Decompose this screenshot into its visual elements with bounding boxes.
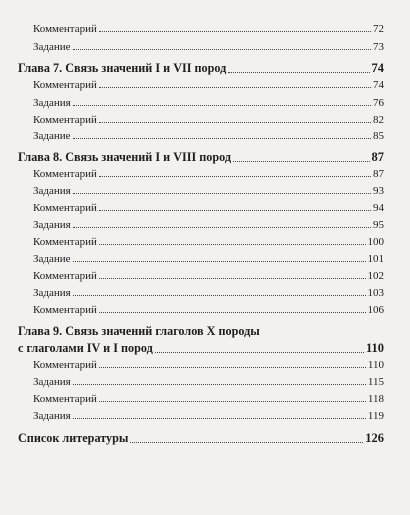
toc-entry	[33, 202, 384, 214]
toc-entry-title: Задания	[33, 219, 71, 231]
dot-leader	[233, 161, 369, 162]
toc-entry-title: Комментарий	[33, 270, 97, 282]
toc-entry	[33, 359, 384, 371]
toc-entry	[33, 130, 384, 142]
toc-entry-page: 72	[373, 23, 384, 35]
toc-entry	[33, 376, 384, 388]
toc-entry-title: Комментарий	[33, 168, 97, 180]
dot-leader	[73, 193, 371, 194]
toc-entry-page: 82	[373, 114, 384, 126]
toc-entry-title: Задания	[33, 97, 71, 109]
dot-leader	[73, 227, 371, 228]
dot-leader	[99, 244, 366, 245]
toc-entry-title: Комментарий	[33, 79, 97, 91]
toc-entry-page: 95	[373, 219, 384, 231]
dot-leader	[99, 312, 366, 313]
dot-leader	[130, 442, 363, 443]
toc-chapter-title: Глава 8. Связь значений I и VIII пород	[18, 150, 232, 164]
toc-entry-title: Задание	[33, 130, 71, 142]
toc-entry	[33, 287, 384, 299]
toc-entry-title: Комментарий	[33, 202, 97, 214]
toc-entry	[33, 219, 384, 231]
toc-chapter	[18, 61, 384, 76]
toc-entry-page: 85	[373, 130, 384, 142]
toc-entry-page: 87	[373, 168, 384, 180]
toc-entry-page: 119	[367, 410, 384, 422]
toc-chapter-page: 87	[371, 150, 384, 164]
toc-chapter-page: 110	[365, 341, 384, 355]
toc-chapter-title: Глава 7. Связь значений I и VII пород	[18, 61, 227, 75]
toc-entry-page: 74	[373, 79, 384, 91]
toc-entry-title: Комментарий	[33, 23, 97, 35]
dot-leader	[73, 49, 371, 50]
toc-chapter	[18, 150, 384, 165]
dot-leader	[73, 384, 366, 385]
toc-chapter-page: 74	[371, 61, 384, 75]
toc-entry-page: 102	[367, 270, 384, 282]
toc-chapter	[18, 431, 384, 446]
toc-entry-page: 115	[367, 376, 384, 388]
toc-entry-page: 94	[373, 202, 384, 214]
dot-leader	[99, 122, 371, 123]
toc-entry-page: 106	[367, 304, 384, 316]
toc-entry	[33, 114, 384, 126]
toc-entry-title: Задание	[33, 253, 71, 265]
toc-entry-page: 100	[367, 236, 384, 248]
dot-leader	[73, 261, 366, 262]
dot-leader	[99, 87, 371, 88]
dot-leader	[99, 367, 366, 368]
toc-entry-page: 93	[373, 185, 384, 197]
toc-chapter-title-line1: Глава 9. Связь значений глаголов X породы	[18, 324, 260, 338]
toc-entry-title: Задания	[33, 410, 71, 422]
toc-entry-title: Задание	[33, 41, 71, 53]
dot-leader	[73, 418, 366, 419]
toc-entry-page: 101	[367, 253, 384, 265]
dot-leader	[99, 31, 371, 32]
dot-leader	[99, 401, 366, 402]
dot-leader	[99, 278, 366, 279]
toc-entry	[33, 79, 384, 91]
toc-entry-title: Комментарий	[33, 359, 97, 371]
toc-chapter-title: Список литературы	[18, 431, 129, 445]
toc-entry-page: 76	[373, 97, 384, 109]
toc-chapter-page: 126	[365, 431, 384, 445]
dot-leader	[73, 105, 371, 106]
toc-entry-title: Комментарий	[33, 114, 97, 126]
dot-leader	[228, 72, 369, 73]
toc-entry-page: 118	[367, 393, 384, 405]
toc-entry	[33, 97, 384, 109]
dot-leader	[99, 210, 371, 211]
toc-entry	[33, 270, 384, 282]
toc-entry-page: 73	[373, 41, 384, 53]
toc-entry	[33, 393, 384, 405]
toc-entry-page: 103	[367, 287, 384, 299]
toc-entry-title: Комментарий	[33, 236, 97, 248]
toc-entry	[33, 41, 384, 53]
toc-entry-title: Задания	[33, 287, 71, 299]
dot-leader	[73, 295, 366, 296]
toc-entry	[33, 253, 384, 265]
toc-entry	[33, 236, 384, 248]
dot-leader	[155, 352, 364, 353]
toc-entry	[33, 304, 384, 316]
toc-entry-title: Задания	[33, 185, 71, 197]
toc-entry-title: Задания	[33, 376, 71, 388]
toc-entry	[33, 23, 384, 35]
toc-entry	[33, 410, 384, 422]
toc-entry-title: Комментарий	[33, 393, 97, 405]
toc-entry	[33, 168, 384, 180]
toc-entry-page: 110	[367, 359, 384, 371]
toc-chapter-title: с глаголами IV и I пород	[18, 341, 153, 355]
dot-leader	[99, 176, 371, 177]
dot-leader	[73, 138, 371, 139]
toc-chapter	[18, 341, 384, 356]
toc-entry	[33, 185, 384, 197]
toc-entry-title: Комментарий	[33, 304, 97, 316]
